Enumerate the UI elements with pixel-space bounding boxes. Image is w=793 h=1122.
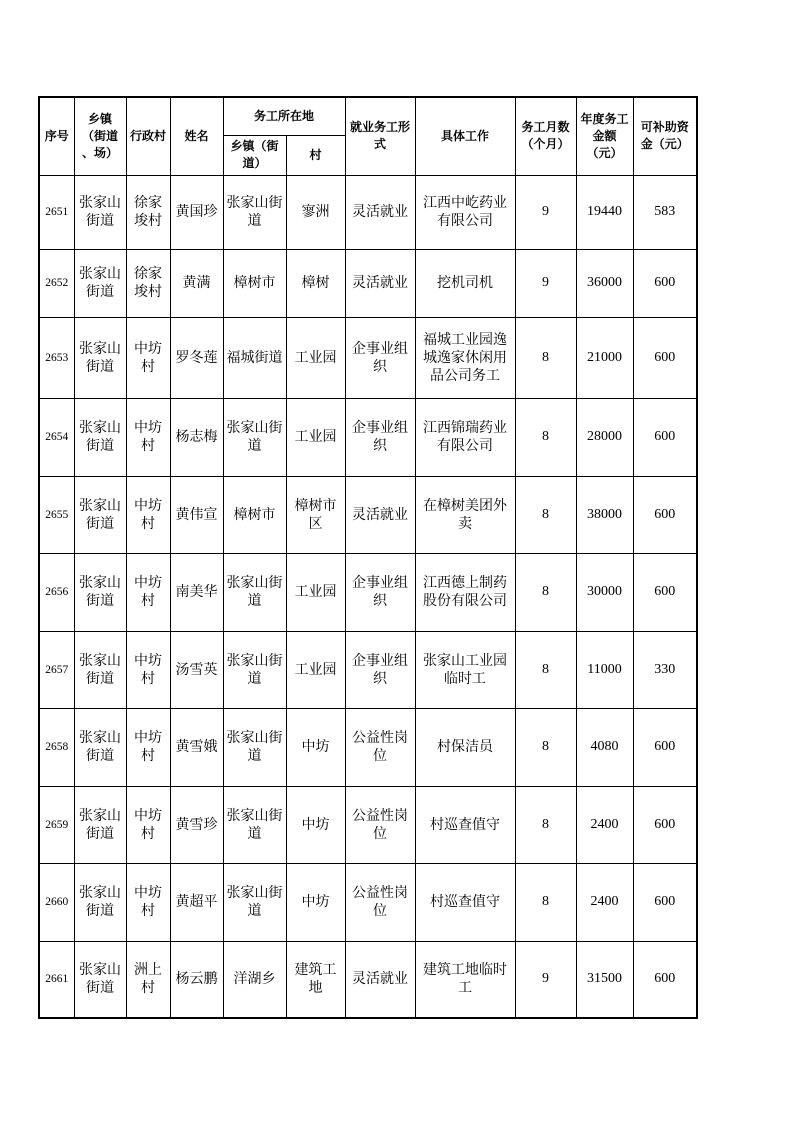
cell-subsidy: 600 — [633, 786, 697, 863]
cell-subsidy: 583 — [633, 175, 697, 249]
cell-subsidy: 330 — [633, 631, 697, 708]
cell-town: 张家山街道 — [74, 476, 126, 553]
cell-months: 8 — [515, 398, 576, 476]
header-town: 乡镇 （街道 、场） — [74, 97, 126, 175]
cell-income: 4080 — [576, 708, 633, 786]
cell-employment-form: 公益性岗位 — [345, 863, 415, 941]
header-work-town: 乡镇（街 道） — [223, 135, 286, 175]
cell-seq: 2658 — [39, 708, 74, 786]
cell-seq: 2659 — [39, 786, 74, 863]
cell-village: 洲上村 — [126, 941, 170, 1018]
header-subsidy: 可补助资 金（元） — [633, 97, 697, 175]
cell-village: 中坊村 — [126, 786, 170, 863]
cell-seq: 2655 — [39, 476, 74, 553]
cell-name: 南美华 — [170, 553, 223, 631]
cell-employment-form: 企事业组织 — [345, 317, 415, 398]
cell-months: 8 — [515, 708, 576, 786]
employment-subsidy-table — [38, 96, 698, 1019]
cell-town: 张家山街道 — [74, 398, 126, 476]
cell-seq: 2660 — [39, 863, 74, 941]
cell-job: 村保洁员 — [415, 708, 515, 786]
header-work-location: 务工所在地 — [223, 97, 345, 135]
table-row — [39, 708, 697, 786]
cell-village: 中坊村 — [126, 631, 170, 708]
cell-income: 31500 — [576, 941, 633, 1018]
cell-months: 8 — [515, 553, 576, 631]
cell-subsidy: 600 — [633, 708, 697, 786]
cell-name: 杨志梅 — [170, 398, 223, 476]
header-village: 行政村 — [126, 97, 170, 175]
cell-employment-form: 企事业组织 — [345, 398, 415, 476]
cell-town: 张家山街道 — [74, 863, 126, 941]
table-row — [39, 476, 697, 553]
cell-months: 8 — [515, 786, 576, 863]
cell-subsidy: 600 — [633, 398, 697, 476]
cell-income: 2400 — [576, 786, 633, 863]
cell-income: 11000 — [576, 631, 633, 708]
cell-subsidy: 600 — [633, 553, 697, 631]
cell-work-town: 洋湖乡 — [223, 941, 286, 1018]
cell-village: 中坊村 — [126, 476, 170, 553]
cell-seq: 2661 — [39, 941, 74, 1018]
cell-income: 38000 — [576, 476, 633, 553]
cell-name: 汤雪英 — [170, 631, 223, 708]
table-row — [39, 175, 697, 249]
table-row — [39, 249, 697, 317]
cell-work-village: 工业园 — [286, 553, 345, 631]
cell-seq: 2654 — [39, 398, 74, 476]
cell-village: 徐家埈村 — [126, 175, 170, 249]
cell-village: 中坊村 — [126, 553, 170, 631]
cell-work-village: 工业园 — [286, 631, 345, 708]
cell-income: 28000 — [576, 398, 633, 476]
cell-seq: 2651 — [39, 175, 74, 249]
header-name: 姓名 — [170, 97, 223, 175]
cell-months: 9 — [515, 249, 576, 317]
table-row — [39, 553, 697, 631]
cell-seq: 2656 — [39, 553, 74, 631]
cell-months: 8 — [515, 476, 576, 553]
cell-subsidy: 600 — [633, 476, 697, 553]
cell-job: 江西锦瑞药业有限公司 — [415, 398, 515, 476]
header-income: 年度务工 金额 （元） — [576, 97, 633, 175]
cell-work-town: 张家山街道 — [223, 175, 286, 249]
cell-work-village: 中坊 — [286, 708, 345, 786]
cell-town: 张家山街道 — [74, 553, 126, 631]
cell-name: 杨云鹏 — [170, 941, 223, 1018]
cell-seq: 2657 — [39, 631, 74, 708]
cell-subsidy: 600 — [633, 863, 697, 941]
table-row — [39, 398, 697, 476]
cell-name: 黄国珍 — [170, 175, 223, 249]
cell-employment-form: 灵活就业 — [345, 476, 415, 553]
cell-name: 罗冬莲 — [170, 317, 223, 398]
cell-work-village: 建筑工地 — [286, 941, 345, 1018]
cell-employment-form: 公益性岗位 — [345, 786, 415, 863]
header-work-village: 村 — [286, 135, 345, 175]
cell-subsidy: 600 — [633, 941, 697, 1018]
cell-work-town: 张家山街道 — [223, 863, 286, 941]
cell-work-town: 福城街道 — [223, 317, 286, 398]
cell-employment-form: 灵活就业 — [345, 175, 415, 249]
cell-income: 30000 — [576, 553, 633, 631]
cell-town: 张家山街道 — [74, 941, 126, 1018]
cell-name: 黄伟宣 — [170, 476, 223, 553]
cell-village: 中坊村 — [126, 317, 170, 398]
header-row — [39, 97, 697, 135]
cell-town: 张家山街道 — [74, 786, 126, 863]
cell-job: 建筑工地临时工 — [415, 941, 515, 1018]
cell-work-village: 工业园 — [286, 398, 345, 476]
cell-work-village: 寥洲 — [286, 175, 345, 249]
cell-name: 黄雪娥 — [170, 708, 223, 786]
cell-seq: 2653 — [39, 317, 74, 398]
cell-name: 黄雪珍 — [170, 786, 223, 863]
table-row — [39, 631, 697, 708]
cell-income: 21000 — [576, 317, 633, 398]
cell-work-village: 工业园 — [286, 317, 345, 398]
cell-employment-form: 企事业组织 — [345, 631, 415, 708]
cell-work-town: 张家山街道 — [223, 708, 286, 786]
table-body — [39, 175, 697, 1018]
cell-income: 19440 — [576, 175, 633, 249]
cell-town: 张家山街道 — [74, 317, 126, 398]
cell-income: 2400 — [576, 863, 633, 941]
cell-employment-form: 灵活就业 — [345, 941, 415, 1018]
table-row — [39, 317, 697, 398]
cell-village: 徐家埈村 — [126, 249, 170, 317]
cell-village: 中坊村 — [126, 863, 170, 941]
cell-work-town: 张家山街道 — [223, 631, 286, 708]
cell-employment-form: 公益性岗位 — [345, 708, 415, 786]
cell-job: 福城工业园逸城逸家休闲用品公司务工 — [415, 317, 515, 398]
cell-village: 中坊村 — [126, 708, 170, 786]
cell-months: 9 — [515, 941, 576, 1018]
table-row — [39, 786, 697, 863]
header-employment-form: 就业务工形 式 — [345, 97, 415, 175]
table-row — [39, 941, 697, 1018]
cell-work-village: 中坊 — [286, 786, 345, 863]
cell-work-town: 张家山街道 — [223, 398, 286, 476]
cell-subsidy: 600 — [633, 249, 697, 317]
cell-name: 黄超平 — [170, 863, 223, 941]
cell-work-town: 张家山街道 — [223, 553, 286, 631]
cell-town: 张家山街道 — [74, 175, 126, 249]
header-seq: 序号 — [39, 97, 74, 175]
table-row — [39, 863, 697, 941]
cell-job: 村巡查值守 — [415, 786, 515, 863]
cell-name: 黄满 — [170, 249, 223, 317]
cell-work-town: 张家山街道 — [223, 786, 286, 863]
cell-work-village: 樟树市区 — [286, 476, 345, 553]
cell-work-village: 中坊 — [286, 863, 345, 941]
cell-months: 9 — [515, 175, 576, 249]
cell-work-village: 樟树 — [286, 249, 345, 317]
cell-town: 张家山街道 — [74, 249, 126, 317]
cell-job: 张家山工业园临时工 — [415, 631, 515, 708]
cell-employment-form: 企事业组织 — [345, 553, 415, 631]
header-months: 务工月数 （个月） — [515, 97, 576, 175]
header-job: 具体工作 — [415, 97, 515, 175]
cell-job: 江西中屹药业有限公司 — [415, 175, 515, 249]
cell-employment-form: 灵活就业 — [345, 249, 415, 317]
cell-town: 张家山街道 — [74, 708, 126, 786]
cell-months: 8 — [515, 863, 576, 941]
table-header — [39, 97, 697, 175]
cell-job: 江西德上制药股份有限公司 — [415, 553, 515, 631]
cell-work-town: 樟树市 — [223, 249, 286, 317]
cell-village: 中坊村 — [126, 398, 170, 476]
cell-job: 在樟树美团外卖 — [415, 476, 515, 553]
cell-income: 36000 — [576, 249, 633, 317]
cell-town: 张家山街道 — [74, 631, 126, 708]
cell-months: 8 — [515, 317, 576, 398]
cell-seq: 2652 — [39, 249, 74, 317]
cell-subsidy: 600 — [633, 317, 697, 398]
cell-months: 8 — [515, 631, 576, 708]
cell-job: 村巡查值守 — [415, 863, 515, 941]
cell-work-town: 樟树市 — [223, 476, 286, 553]
cell-job: 挖机司机 — [415, 249, 515, 317]
